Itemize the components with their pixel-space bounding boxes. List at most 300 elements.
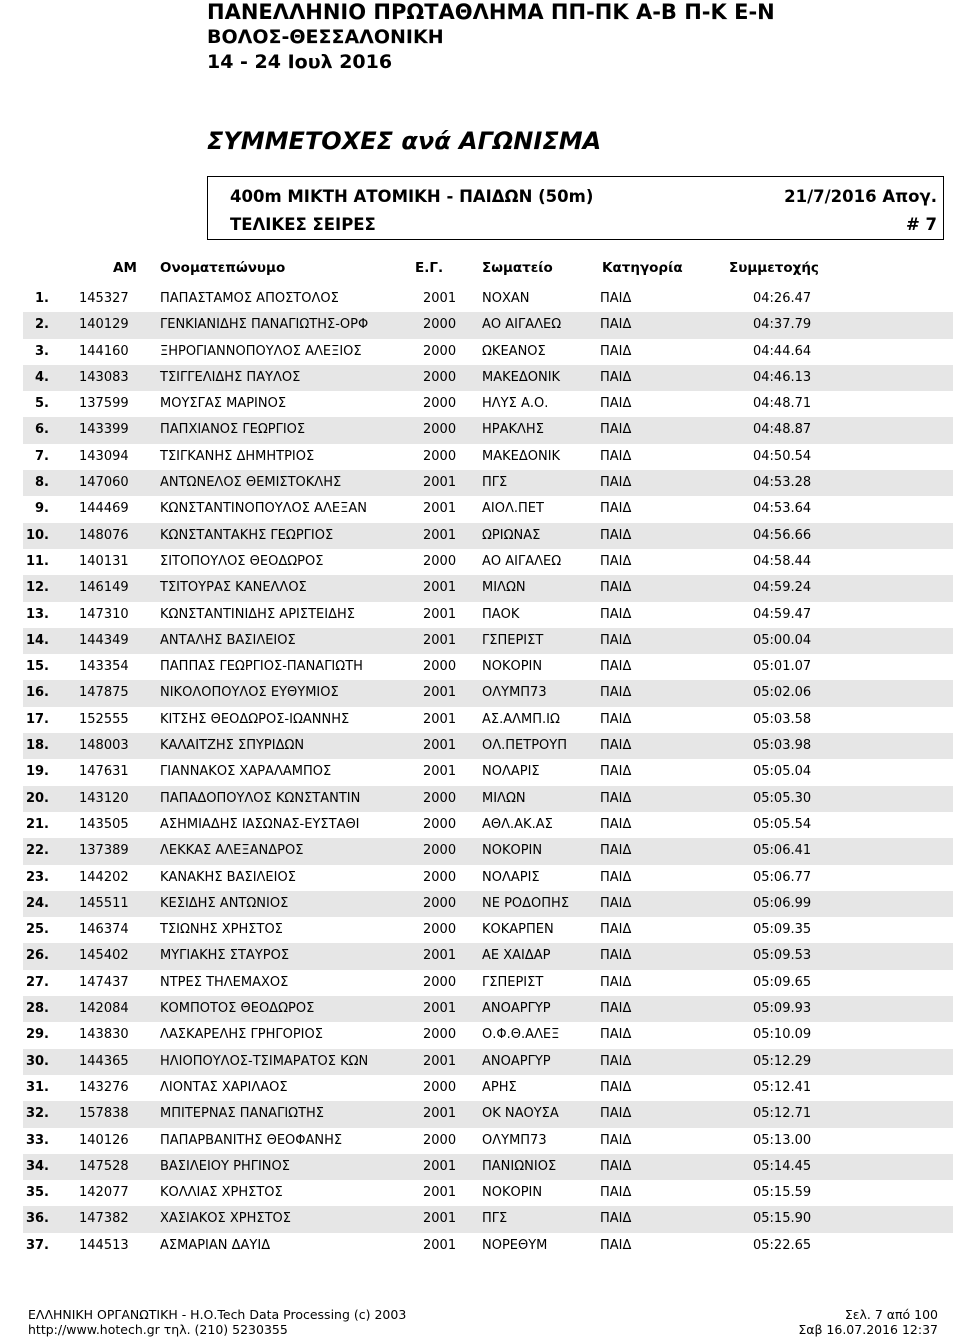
row-category: ΠΑΙΔ	[600, 790, 632, 806]
row-entry-time: 04:53.28	[753, 475, 812, 491]
table-row	[23, 996, 953, 1022]
row-swimmer-name: ΠΑΠΧΙΑΝΟΣ ΓΕΩΡΓΙΟΣ	[160, 422, 306, 438]
row-club: ΝΟΛΑΡΙΣ	[482, 764, 540, 780]
row-rank: 4.	[35, 369, 49, 385]
row-am: 143505	[79, 816, 129, 832]
row-club: ΝΟΚΟΡΙΝ	[482, 659, 543, 675]
row-rank: 28.	[25, 1001, 49, 1017]
row-entry-time: 04:50.54	[753, 448, 812, 464]
row-category: ΠΑΙΔ	[600, 843, 632, 859]
row-entry-time: 04:48.87	[753, 422, 812, 438]
row-entry-time: 05:00.04	[753, 632, 812, 648]
row-rank: 2.	[35, 317, 49, 333]
row-rank: 33.	[25, 1132, 49, 1148]
row-category: ΠΑΙΔ	[600, 1237, 632, 1253]
row-club: ΑΘΛ.ΑΚ.ΑΣ	[482, 816, 553, 832]
row-club: ΝΟΚΟΡΙΝ	[482, 1185, 543, 1201]
row-category: ΠΑΙΔ	[600, 1106, 632, 1122]
row-swimmer-name: ΠΑΠΑΡΒΑΝΙΤΗΣ ΘΕΟΦΑΝΗΣ	[160, 1132, 343, 1148]
row-birth-year: 2001	[423, 711, 457, 727]
row-swimmer-name: ΑΝΤΩΝΕΛΟΣ ΘΕΜΙΣΤΟΚΛΗΣ	[160, 475, 342, 491]
row-rank: 29.	[25, 1027, 49, 1043]
row-rank: 36.	[25, 1211, 49, 1227]
row-rank: 30.	[25, 1053, 49, 1069]
row-club: ΑΕ ΧΑΙΔΑΡ	[482, 948, 551, 964]
row-category: ΠΑΙΔ	[600, 1001, 632, 1017]
row-entry-time: 05:12.71	[753, 1106, 812, 1122]
row-swimmer-name: ΒΑΣΙΛΕΙΟΥ ΡΗΓΙΝΟΣ	[160, 1158, 290, 1174]
row-entry-time: 04:46.13	[753, 369, 812, 385]
row-category: ΠΑΙΔ	[600, 1158, 632, 1174]
row-category: ΠΑΙΔ	[600, 475, 632, 491]
row-club: ΚΟΚΑΡΠΕΝ	[482, 922, 554, 938]
row-birth-year: 2001	[423, 738, 457, 754]
row-am: 147875	[79, 685, 129, 701]
row-category: ΠΑΙΔ	[600, 922, 632, 938]
row-category: ΠΑΙΔ	[600, 527, 632, 543]
row-am: 147528	[79, 1158, 129, 1174]
table-row	[23, 602, 953, 628]
row-swimmer-name: ΞΗΡΟΓΙΑΝΝΟΠΟΥΛΟΣ ΑΛΕΞΙΟΣ	[160, 343, 362, 359]
row-entry-time: 04:37.79	[753, 317, 812, 333]
row-category: ΠΑΙΔ	[600, 948, 632, 964]
row-category: ΠΑΙΔ	[600, 632, 632, 648]
row-club: ΠΓΣ	[482, 475, 508, 491]
row-club: ΓΣΠΕΡΙΣΤ	[482, 632, 544, 648]
row-entry-time: 05:12.41	[753, 1079, 812, 1095]
row-club: ΝΟΚΟΡΙΝ	[482, 843, 543, 859]
row-swimmer-name: ΜΥΓΙΑΚΗΣ ΣΤΑΥΡΟΣ	[160, 948, 290, 964]
row-category: ΠΑΙΔ	[600, 1053, 632, 1069]
table-row	[23, 417, 953, 443]
row-club: ΝΕ ΡΟΔΟΠΗΣ	[482, 895, 570, 911]
row-entry-time: 05:09.93	[753, 1001, 812, 1017]
row-birth-year: 2001	[423, 685, 457, 701]
row-am: 143083	[79, 369, 129, 385]
row-swimmer-name: ΝΤΡΕΣ ΤΗΛΕΜΑΧΟΣ	[160, 974, 289, 990]
row-category: ΠΑΙΔ	[600, 553, 632, 569]
row-rank: 21.	[25, 816, 49, 832]
row-rank: 6.	[35, 422, 49, 438]
row-swimmer-name: ΤΣΙΤΟΥΡΑΣ ΚΑΝΕΛΛΟΣ	[160, 580, 307, 596]
row-category: ΠΑΙΔ	[600, 895, 632, 911]
row-am: 144469	[79, 501, 129, 517]
row-club: ΜΑΚΕΔΟΝΙΚ	[482, 448, 561, 464]
row-entry-time: 05:13.00	[753, 1132, 812, 1148]
row-rank: 7.	[35, 448, 49, 464]
row-category: ΠΑΙΔ	[600, 580, 632, 596]
row-swimmer-name: ΑΣΜΑΡΙΑΝ ΔΑΥΙΔ	[160, 1237, 271, 1253]
row-rank: 35.	[25, 1185, 49, 1201]
row-swimmer-name: ΓΙΑΝΝΑΚΟΣ ΧΑΡΑΛΑΜΠΟΣ	[160, 764, 332, 780]
row-am: 147631	[79, 764, 129, 780]
entries-table	[23, 286, 953, 1259]
table-row	[23, 1022, 953, 1048]
row-birth-year: 2001	[423, 764, 457, 780]
table-row	[23, 812, 953, 838]
row-category: ΠΑΙΔ	[600, 1027, 632, 1043]
table-row	[23, 444, 953, 470]
row-rank: 3.	[35, 343, 49, 359]
row-entry-time: 05:14.45	[753, 1158, 812, 1174]
row-club: ΜΑΚΕΔΟΝΙΚ	[482, 369, 561, 385]
row-birth-year: 2001	[423, 606, 457, 622]
row-category: ΠΑΙΔ	[600, 659, 632, 675]
row-am: 142084	[79, 1001, 129, 1017]
row-rank: 15.	[25, 659, 49, 675]
document-subtitle: ΣΥΜΜΕΤΟΧΕΣ ανά ΑΓΩΝΙΣΜΑ	[207, 127, 602, 155]
table-row	[23, 1233, 953, 1259]
row-club: ΝΟΡΕΘΥΜ	[482, 1237, 548, 1253]
row-am: 148003	[79, 738, 129, 754]
row-rank: 1.	[35, 291, 49, 306]
footer-timestamp: Σαβ 16.07.2016 12:37	[798, 1322, 938, 1337]
row-rank: 27.	[25, 974, 49, 990]
row-swimmer-name: ΤΣΙΓΓΕΛΙΔΗΣ ΠΑΥΛΟΣ	[160, 369, 301, 385]
column-header-name: Ονοματεπώνυμο	[160, 260, 286, 276]
row-am: 142077	[79, 1185, 129, 1201]
row-birth-year: 2000	[423, 895, 457, 911]
row-rank: 18.	[25, 738, 49, 754]
row-am: 147310	[79, 606, 129, 622]
row-am: 152555	[79, 711, 129, 727]
row-entry-time: 05:05.54	[753, 816, 812, 832]
row-club: ΩΚΕΑΝΟΣ	[482, 343, 546, 359]
row-am: 144513	[79, 1237, 129, 1253]
row-entry-time: 05:06.77	[753, 869, 812, 885]
row-am: 143354	[79, 659, 129, 675]
venue: ΒΟΛΟΣ-ΘΕΣΣΑΛΟΝΙΚΗ	[207, 26, 444, 48]
row-am: 143120	[79, 790, 129, 806]
row-swimmer-name: ΚΑΝΑΚΗΣ ΒΑΣΙΛΕΙΟΣ	[160, 869, 296, 885]
row-category: ΠΑΙΔ	[600, 685, 632, 701]
column-header-am: ΑΜ	[113, 260, 137, 276]
table-row	[23, 1101, 953, 1127]
footer-contact: http://www.hotech.gr τηλ. (210) 5230355	[28, 1322, 288, 1337]
row-swimmer-name: ΚΟΛΛΙΑΣ ΧΡΗΣΤΟΣ	[160, 1185, 283, 1201]
row-entry-time: 05:09.53	[753, 948, 812, 964]
row-entry-time: 05:03.58	[753, 711, 812, 727]
row-rank: 13.	[25, 606, 49, 622]
row-swimmer-name: ΚΕΣΙΔΗΣ ΑΝΤΩΝΙΟΣ	[160, 895, 289, 911]
table-row	[23, 523, 953, 549]
row-entry-time: 04:48.71	[753, 396, 812, 412]
row-entry-time: 05:05.30	[753, 790, 812, 806]
row-entry-time: 05:02.06	[753, 685, 812, 701]
event-number: # 7	[905, 215, 937, 234]
row-entry-time: 05:03.98	[753, 738, 812, 754]
row-rank: 9.	[35, 501, 49, 517]
row-category: ΠΑΙΔ	[600, 1185, 632, 1201]
row-category: ΠΑΙΔ	[600, 343, 632, 359]
row-birth-year: 2001	[423, 291, 457, 306]
table-row	[23, 1206, 953, 1232]
row-am: 143094	[79, 448, 129, 464]
row-birth-year: 2000	[423, 448, 457, 464]
row-entry-time: 05:01.07	[753, 659, 812, 675]
row-birth-year: 2000	[423, 790, 457, 806]
row-entry-time: 04:26.47	[753, 291, 812, 306]
row-birth-year: 2000	[423, 343, 457, 359]
row-birth-year: 2001	[423, 527, 457, 543]
row-category: ΠΑΙΔ	[600, 764, 632, 780]
row-entry-time: 05:06.41	[753, 843, 812, 859]
row-rank: 22.	[25, 843, 49, 859]
row-birth-year: 2000	[423, 1079, 457, 1095]
row-category: ΠΑΙΔ	[600, 291, 632, 306]
row-entry-time: 05:22.65	[753, 1237, 812, 1253]
row-swimmer-name: ΓΕΝΚΙΑΝΙΔΗΣ ΠΑΝΑΓΙΩΤΗΣ-ΟΡΦ	[160, 317, 369, 333]
row-birth-year: 2000	[423, 816, 457, 832]
row-swimmer-name: ΚΙΤΣΗΣ ΘΕΟΔΩΡΟΣ-ΙΩΑΝΝΗΣ	[160, 711, 350, 727]
table-row	[23, 838, 953, 864]
table-row	[23, 628, 953, 654]
row-am: 147437	[79, 974, 129, 990]
row-entry-time: 05:06.99	[753, 895, 812, 911]
table-row	[23, 1049, 953, 1075]
row-category: ΠΑΙΔ	[600, 869, 632, 885]
row-am: 145402	[79, 948, 129, 964]
row-entry-time: 05:09.65	[753, 974, 812, 990]
row-am: 157838	[79, 1106, 129, 1122]
row-category: ΠΑΙΔ	[600, 1132, 632, 1148]
row-am: 137389	[79, 843, 129, 859]
row-entry-time: 05:15.59	[753, 1185, 812, 1201]
row-swimmer-name: ΑΣΗΜΙΑΔΗΣ ΙΑΣΩΝΑΣ-ΕΥΣΤΑΘΙ	[160, 816, 360, 832]
row-club: ΑΙΟΛ.ΠΕΤ	[482, 501, 544, 517]
row-birth-year: 2000	[423, 974, 457, 990]
row-swimmer-name: ΠΑΠΑΣΤΑΜΟΣ ΑΠΟΣΤΟΛΟΣ	[160, 291, 339, 306]
table-row	[23, 759, 953, 785]
row-birth-year: 2001	[423, 475, 457, 491]
row-swimmer-name: ΛΕΚΚΑΣ ΑΛΕΞΑΝΔΡΟΣ	[160, 843, 304, 859]
row-club: ΑΟ ΑΙΓΑΛΕΩ	[482, 317, 562, 333]
row-swimmer-name: ΛΙΟΝΤΑΣ ΧΑΡΙΛΑΟΣ	[160, 1079, 288, 1095]
row-club: ΩΡΙΩΝΑΣ	[482, 527, 541, 543]
row-club: ΠΑΝΙΩΝΙΟΣ	[482, 1158, 557, 1174]
row-rank: 19.	[25, 764, 49, 780]
table-row	[23, 1075, 953, 1101]
row-birth-year: 2000	[423, 1132, 457, 1148]
table-row	[23, 312, 953, 338]
row-rank: 32.	[25, 1106, 49, 1122]
row-club: ΟΛΥΜΠ73	[482, 685, 547, 701]
table-row	[23, 891, 953, 917]
row-am: 147060	[79, 475, 129, 491]
row-club: ΗΛΥΣ Α.Ο.	[482, 396, 549, 412]
row-birth-year: 2001	[423, 1001, 457, 1017]
row-category: ΠΑΙΔ	[600, 974, 632, 990]
row-am: 146374	[79, 922, 129, 938]
row-am: 140129	[79, 317, 129, 333]
row-am: 147382	[79, 1211, 129, 1227]
table-row	[23, 286, 953, 312]
column-header-club: Σωματείο	[482, 260, 553, 276]
row-birth-year: 2000	[423, 369, 457, 385]
footer-page-number: Σελ. 7 από 100	[844, 1307, 938, 1322]
row-rank: 25.	[25, 922, 49, 938]
table-row	[23, 680, 953, 706]
row-club: ΗΡΑΚΛΗΣ	[482, 422, 544, 438]
row-swimmer-name: ΚΩΝΣΤΑΝΤΙΝΟΠΟΥΛΟΣ ΑΛΕΞΑΝ	[160, 501, 367, 517]
row-birth-year: 2001	[423, 580, 457, 596]
table-row	[23, 1154, 953, 1180]
table-row	[23, 549, 953, 575]
row-entry-time: 05:15.90	[753, 1211, 812, 1227]
column-header-entry: Συμμετοχής	[729, 260, 819, 276]
row-swimmer-name: ΚΑΛΑΙΤΖΗΣ ΣΠΥΡΙΔΩΝ	[160, 738, 305, 754]
row-club: ΟΚ ΝΑΟΥΣΑ	[482, 1106, 559, 1122]
row-birth-year: 2001	[423, 632, 457, 648]
table-row	[23, 1180, 953, 1206]
row-club: ΑΝΟΑΡΓΥΡ	[482, 1001, 551, 1017]
row-am: 144160	[79, 343, 129, 359]
row-category: ΠΑΙΔ	[600, 1079, 632, 1095]
row-birth-year: 2001	[423, 1053, 457, 1069]
row-am: 143276	[79, 1079, 129, 1095]
row-category: ΠΑΙΔ	[600, 369, 632, 385]
table-row	[23, 865, 953, 891]
column-header-yob: Ε.Γ.	[415, 260, 444, 276]
row-category: ΠΑΙΔ	[600, 396, 632, 412]
row-swimmer-name: ΤΣΙΓΚΑΝΗΣ ΔΗΜΗΤΡΙΟΣ	[160, 448, 315, 464]
row-am: 144202	[79, 869, 129, 885]
row-swimmer-name: ΑΝΤΑΛΗΣ ΒΑΣΙΛΕΙΟΣ	[160, 632, 296, 648]
table-row	[23, 707, 953, 733]
row-rank: 34.	[25, 1158, 49, 1174]
table-row	[23, 970, 953, 996]
row-am: 140126	[79, 1132, 129, 1148]
row-category: ΠΑΙΔ	[600, 606, 632, 622]
row-birth-year: 2001	[423, 1237, 457, 1253]
row-birth-year: 2001	[423, 1185, 457, 1201]
row-rank: 23.	[25, 869, 49, 885]
row-entry-time: 04:59.24	[753, 580, 812, 596]
row-birth-year: 2000	[423, 317, 457, 333]
row-swimmer-name: ΠΑΠΑΔΟΠΟΥΛΟΣ ΚΩΝΣΤΑΝΤΙΝ	[160, 790, 361, 806]
event-round: ΤΕΛΙΚΕΣ ΣΕΙΡΕΣ	[230, 215, 376, 234]
row-entry-time: 04:59.47	[753, 606, 812, 622]
row-birth-year: 2001	[423, 1211, 457, 1227]
championship-title: ΠΑΝΕΛΛΗΝΙΟ ΠΡΩΤΑΘΛΗΜΑ ΠΠ-ΠΚ Α-Β Π-Κ Ε-Ν	[207, 0, 775, 24]
row-rank: 10.	[25, 527, 49, 543]
row-swimmer-name: ΜΟΥΣΓΑΣ ΜΑΡΙΝΟΣ	[160, 396, 287, 412]
row-rank: 11.	[25, 553, 49, 569]
row-club: ΑΡΗΣ	[482, 1079, 517, 1095]
row-club: ΑΣ.ΑΛΜΠ.ΙΩ	[482, 711, 560, 727]
row-swimmer-name: ΗΛΙΟΠΟΥΛΟΣ-ΤΣΙΜΑΡΑΤΟΣ ΚΩΝ	[160, 1053, 369, 1069]
row-club: ΠΑΟΚ	[482, 606, 520, 622]
row-category: ΠΑΙΔ	[600, 738, 632, 754]
row-entry-time: 05:12.29	[753, 1053, 812, 1069]
row-swimmer-name: ΧΑΣΙΑΚΟΣ ΧΡΗΣΤΟΣ	[160, 1211, 291, 1227]
row-club: ΑΟ ΑΙΓΑΛΕΩ	[482, 553, 562, 569]
row-club: ΓΣΠΕΡΙΣΤ	[482, 974, 544, 990]
row-birth-year: 2000	[423, 553, 457, 569]
row-rank: 12.	[25, 580, 49, 596]
row-entry-time: 04:56.66	[753, 527, 812, 543]
table-row	[23, 339, 953, 365]
row-swimmer-name: ΜΠΙΤΕΡΝΑΣ ΠΑΝΑΓΙΩΤΗΣ	[160, 1106, 325, 1122]
event-date: 21/7/2016 Απογ.	[784, 187, 937, 206]
row-swimmer-name: ΠΑΠΠΑΣ ΓΕΩΡΓΙΟΣ-ΠΑΝΑΓΙΩΤΗ	[160, 659, 363, 675]
row-am: 145511	[79, 895, 129, 911]
row-rank: 26.	[25, 948, 49, 964]
row-birth-year: 2000	[423, 396, 457, 412]
row-category: ΠΑΙΔ	[600, 317, 632, 333]
row-category: ΠΑΙΔ	[600, 1211, 632, 1227]
date-range: 14 - 24 Ιουλ 2016	[207, 51, 393, 73]
column-header-category: Κατηγορία	[602, 260, 683, 276]
table-row	[23, 654, 953, 680]
table-row	[23, 1128, 953, 1154]
row-birth-year: 2000	[423, 659, 457, 675]
row-rank: 8.	[35, 475, 49, 491]
row-birth-year: 2001	[423, 1158, 457, 1174]
event-name: 400m ΜΙΚΤΗ ΑΤΟΜΙΚΗ - ΠΑΙΔΩΝ (50m)	[230, 187, 594, 206]
row-swimmer-name: ΣΙΤΟΠΟΥΛΟΣ ΘΕΟΔΩΡΟΣ	[160, 553, 324, 569]
row-entry-time: 05:10.09	[753, 1027, 812, 1043]
row-club: ΝΟΧΑΝ	[482, 291, 530, 306]
row-entry-time: 04:44.64	[753, 343, 812, 359]
row-rank: 31.	[25, 1079, 49, 1095]
row-rank: 5.	[35, 396, 49, 412]
row-category: ΠΑΙΔ	[600, 422, 632, 438]
row-swimmer-name: ΚΩΝΣΤΑΝΤΙΝΙΔΗΣ ΑΡΙΣΤΕΙΔΗΣ	[160, 606, 355, 622]
table-row	[23, 917, 953, 943]
row-category: ΠΑΙΔ	[600, 711, 632, 727]
row-club: ΟΛΥΜΠ73	[482, 1132, 547, 1148]
row-category: ΠΑΙΔ	[600, 501, 632, 517]
row-rank: 20.	[25, 790, 49, 806]
row-am: 137599	[79, 396, 129, 412]
table-row	[23, 733, 953, 759]
row-rank: 24.	[25, 895, 49, 911]
table-row	[23, 943, 953, 969]
row-swimmer-name: ΝΙΚΟΛΟΠΟΥΛΟΣ ΕΥΘΥΜΙΟΣ	[160, 685, 339, 701]
table-row	[23, 391, 953, 417]
row-am: 146149	[79, 580, 129, 596]
row-swimmer-name: ΤΣΙΩΝΗΣ ΧΡΗΣΤΟΣ	[160, 922, 283, 938]
table-row	[23, 575, 953, 601]
row-rank: 37.	[25, 1237, 49, 1253]
row-swimmer-name: ΚΩΝΣΤΑΝΤΑΚΗΣ ΓΕΩΡΓΙΟΣ	[160, 527, 334, 543]
row-entry-time: 05:05.04	[753, 764, 812, 780]
row-entry-time: 04:53.64	[753, 501, 812, 517]
row-entry-time: 05:09.35	[753, 922, 812, 938]
row-club: ΑΝΟΑΡΓΥΡ	[482, 1053, 551, 1069]
row-birth-year: 2000	[423, 422, 457, 438]
footer-organizer: ΕΛΛΗΝΙΚΗ ΟΡΓΑΝΩΤΙΚΗ - Η.Ο.Tech Data Processing (c) 2003	[28, 1307, 407, 1322]
row-rank: 17.	[25, 711, 49, 727]
row-entry-time: 04:58.44	[753, 553, 812, 569]
row-am: 140131	[79, 553, 129, 569]
row-birth-year: 2000	[423, 922, 457, 938]
table-row	[23, 786, 953, 812]
row-club: ΟΛ.ΠΕΤΡΟΥΠ	[482, 738, 567, 754]
table-row	[23, 470, 953, 496]
row-category: ΠΑΙΔ	[600, 448, 632, 464]
row-club: ΜΙΛΩΝ	[482, 790, 526, 806]
row-rank: 14.	[25, 632, 49, 648]
row-am: 143399	[79, 422, 129, 438]
table-header	[0, 258, 960, 280]
row-am: 144365	[79, 1053, 129, 1069]
row-club: ΝΟΛΑΡΙΣ	[482, 869, 540, 885]
row-am: 144349	[79, 632, 129, 648]
row-birth-year: 2001	[423, 948, 457, 964]
row-club: ΜΙΛΩΝ	[482, 580, 526, 596]
